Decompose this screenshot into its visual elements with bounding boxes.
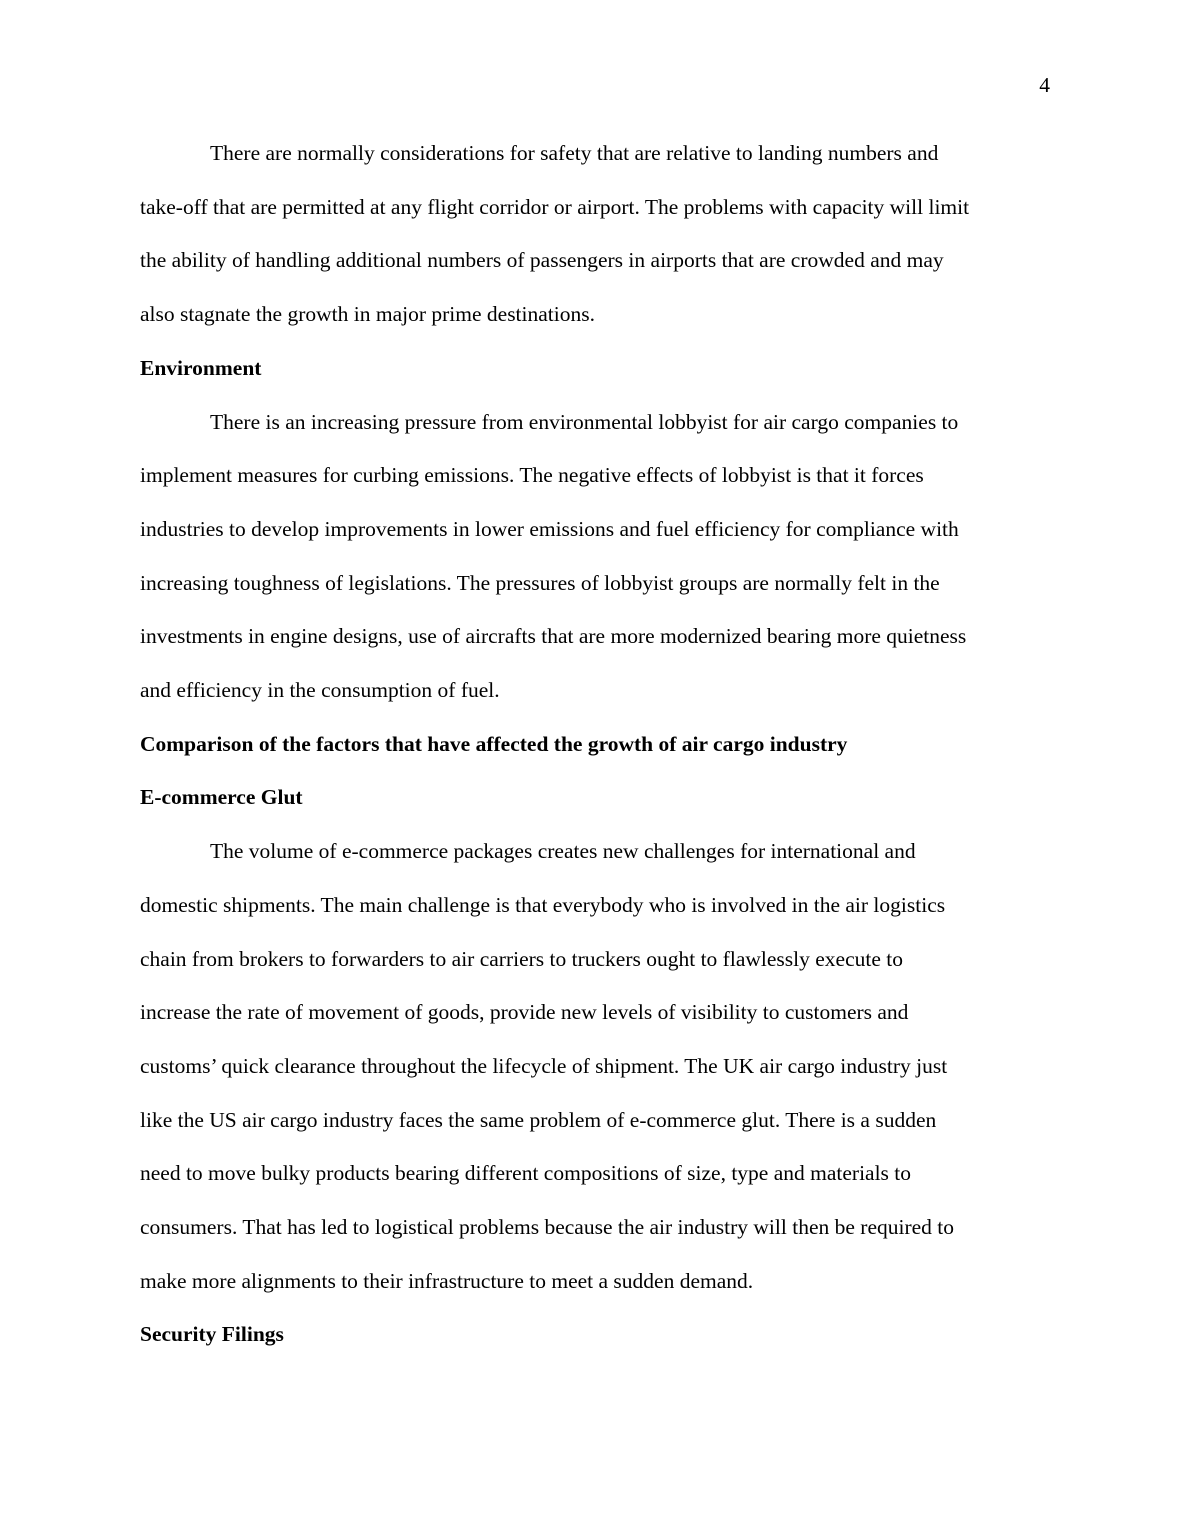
page-number: 4 bbox=[1039, 73, 1050, 97]
paragraph-line: take-off that are permitted at any flight corridor or airport. The problems with capacity will limit bbox=[140, 194, 970, 219]
paragraph-line: industries to develop improvements in lower emissions and fuel efficiency for compliance with bbox=[140, 516, 959, 541]
heading-security-filings: Security Filings bbox=[140, 1322, 284, 1347]
paragraph-line: domestic shipments. The main challenge is that everybody who is involved in the air logistics bbox=[140, 892, 946, 917]
heading-comparison: Comparison of the factors that have affected the growth of air cargo industry bbox=[140, 731, 848, 756]
paragraph-line: also stagnate the growth in major prime destinations. bbox=[140, 302, 595, 327]
paragraph-line: implement measures for curbing emissions. The negative effects of lobbyist is that it forces bbox=[140, 463, 924, 488]
heading-environment: Environment bbox=[140, 355, 262, 380]
paragraph-line: consumers. That has led to logistical problems because the air industry will then be required to bbox=[140, 1215, 955, 1240]
paragraph-line: make more alignments to their infrastructure to meet a sudden demand. bbox=[140, 1268, 754, 1293]
paragraph-line: and efficiency in the consumption of fuel. bbox=[140, 678, 500, 703]
paragraph-line: customs’ quick clearance throughout the lifecycle of shipment. The UK air cargo industry just bbox=[140, 1053, 948, 1078]
paragraph-ecommerce bbox=[140, 825, 1048, 1308]
document-body bbox=[140, 127, 1048, 1362]
paragraph-capacity bbox=[140, 127, 1048, 342]
heading-ecommerce-glut: E-commerce Glut bbox=[140, 785, 303, 810]
paragraph-line: There is an increasing pressure from environmental lobbyist for air cargo companies to bbox=[210, 409, 959, 434]
paragraph-line: The volume of e-commerce packages creates new challenges for international and bbox=[210, 839, 916, 864]
paragraph-line: investments in engine designs, use of aircrafts that are more modernized bearing more quietness bbox=[140, 624, 967, 649]
paragraph-line: increasing toughness of legislations. The pressures of lobbyist groups are normally felt in the bbox=[140, 570, 940, 595]
paragraph-line: There are normally considerations for safety that are relative to landing numbers and bbox=[210, 141, 939, 165]
paragraph-line: like the US air cargo industry faces the same problem of e-commerce glut. There is a sudden bbox=[140, 1107, 937, 1132]
paragraph-line: need to move bulky products bearing different compositions of size, type and materials to bbox=[140, 1161, 912, 1186]
paragraph-line: the ability of handling additional numbers of passengers in airports that are crowded and may bbox=[140, 248, 944, 273]
paragraph-line: chain from brokers to forwarders to air carriers to truckers ought to flawlessly execute to bbox=[140, 946, 903, 971]
paragraph-line: increase the rate of movement of goods, provide new levels of visibility to customers and bbox=[140, 1000, 909, 1025]
paragraph-environment bbox=[140, 396, 1048, 718]
